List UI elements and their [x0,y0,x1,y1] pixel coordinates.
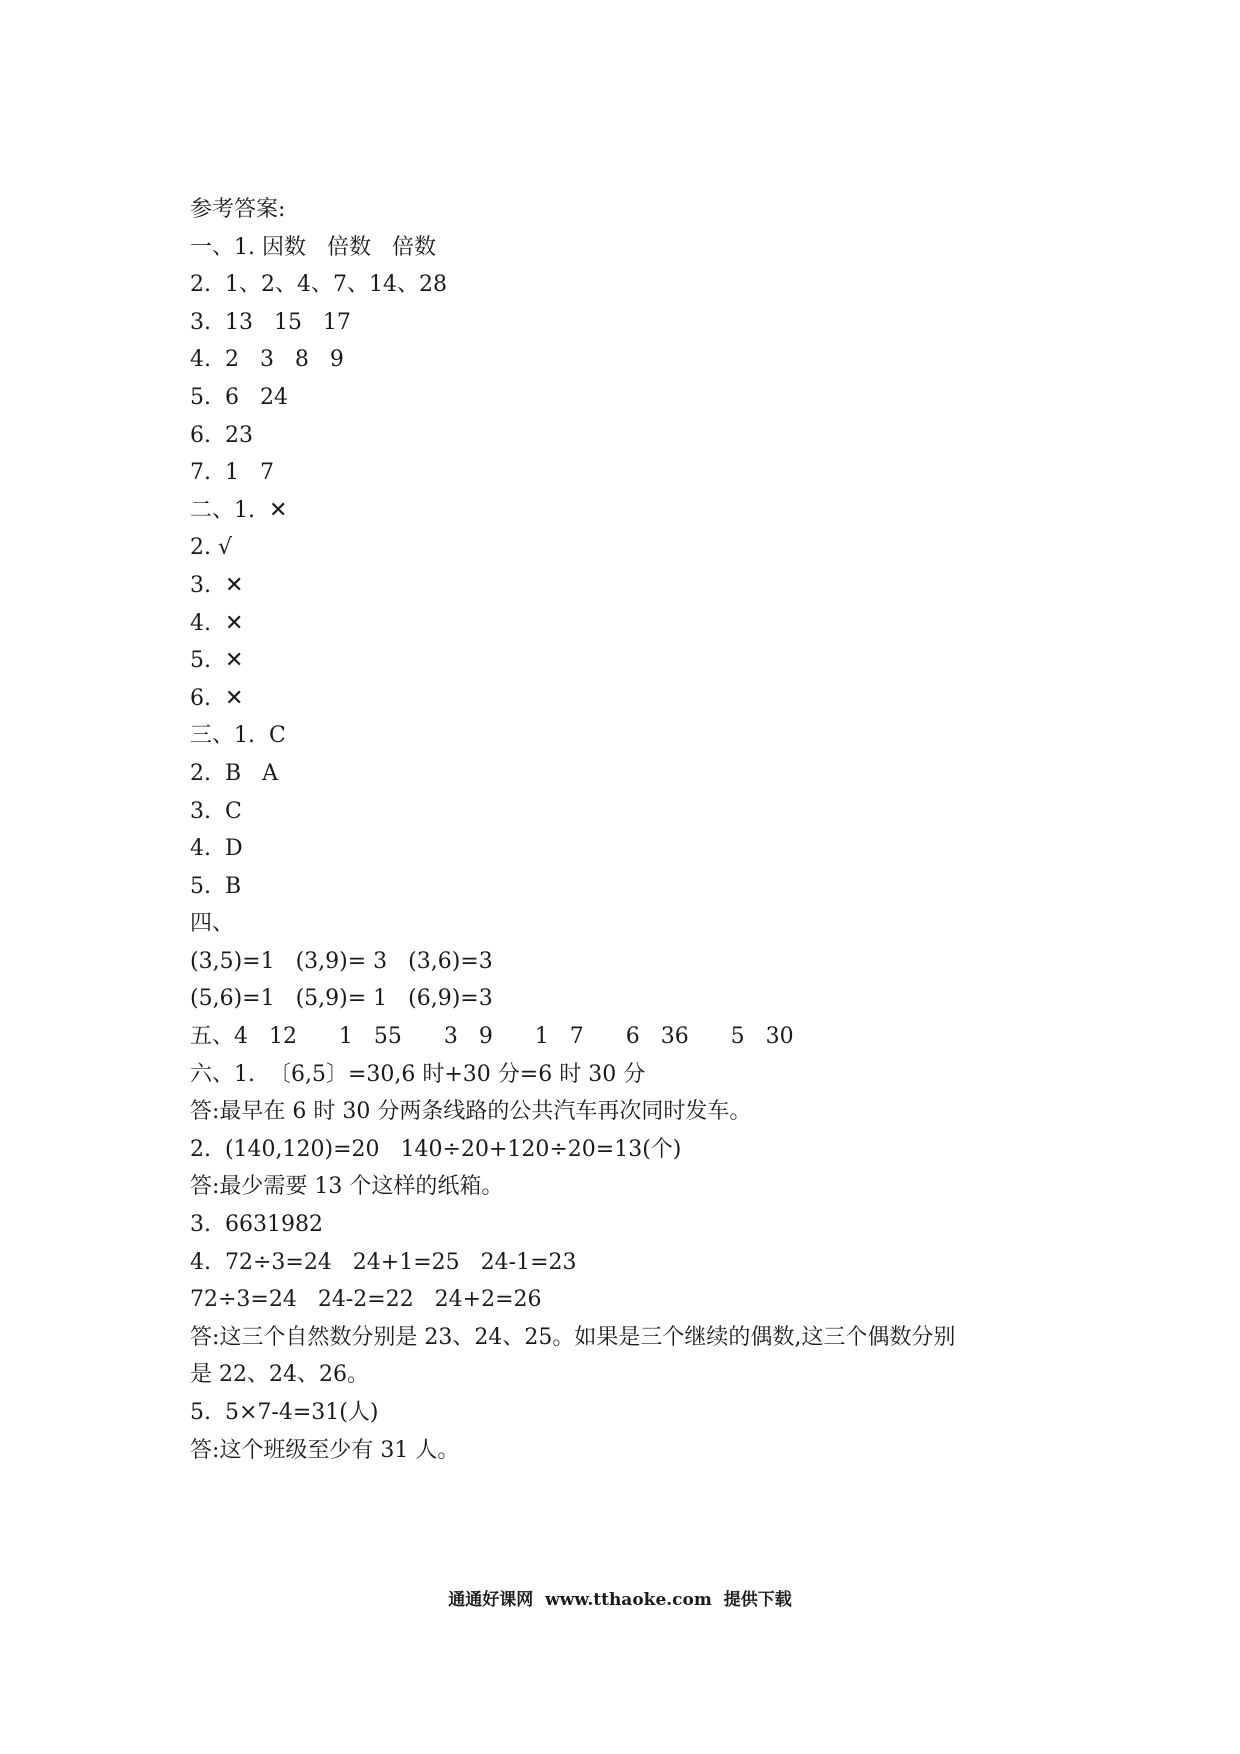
answer-line-6-1-reply: 答:最早在 6 时 30 分两条线路的公共汽车再次同时发车。 [190,1099,752,1125]
answer-line-6-3: 3. 6631982 [190,1212,323,1238]
answer-line-1-7: 7. 1 7 [190,460,274,486]
answer-line-6-1: 六、1. 〔6,5〕=30,6 时+30 分=6 时 30 分 [190,1061,646,1087]
answer-line-1-5: 5. 6 24 [190,384,288,410]
answer-line-2-5: 5. ✕ [190,648,244,674]
answer-line-6-5-reply: 答:这个班级至少有 31 人。 [190,1437,460,1463]
answer-line-2-3: 3. ✕ [190,572,244,598]
footer-source-credit: 通通好课网 www.tthaoke.com 提供下载 [448,1590,792,1610]
answer-line-6-4b: 72÷3=24 24-2=22 24+2=26 [190,1287,542,1313]
section-4-heading: 四、 [190,911,235,937]
answer-line-1-1: 一、1. 因数 倍数 倍数 [190,234,436,260]
answer-line-6-2: 2. (140,120)=20 140÷20+120÷20=13(个) [190,1136,682,1162]
answer-line-6-2-reply: 答:最少需要 13 个这样的纸箱。 [190,1174,504,1200]
answer-line-1-6: 6. 23 [190,422,253,448]
answer-line-6-4a: 4. 72÷3=24 24+1=25 24-1=23 [190,1249,577,1275]
answer-line-2-4: 4. ✕ [190,610,244,636]
answer-line-5: 五、4 12 1 55 3 9 1 7 6 36 5 30 [190,1024,794,1050]
answer-line-1-4: 4. 2 3 8 9 [190,347,344,373]
answer-line-1-3: 3. 13 15 17 [190,309,351,335]
answer-line-3-1: 三、1. C [190,723,286,749]
answer-line-4-1: (3,5)=1 (3,9)= 3 (3,6)=3 [190,948,493,974]
answer-line-1-2: 2. 1、2、4、7、14、28 [190,272,447,298]
answer-line-6-4-reply: 答:这三个自然数分别是 23、24、25。如果是三个继续的偶数,这三个偶数分别 [190,1324,956,1350]
answer-line-6-4-reply-cont: 是 22、24、26。 [190,1362,369,1388]
answer-line-3-2: 2. B A [190,760,279,786]
answer-heading: 参考答案: [190,197,286,222]
answer-key [190,191,1090,1469]
answer-line-3-4: 4. D [190,836,243,862]
answer-line-4-2: (5,6)=1 (5,9)= 1 (6,9)=3 [190,986,493,1012]
answer-line-2-2: 2. √ [190,535,233,561]
answer-line-3-3: 3. C [190,798,242,824]
answer-line-2-1: 二、1. ✕ [190,497,288,523]
answer-line-6-5: 5. 5×7-4=31(人) [190,1400,379,1425]
answer-line-3-5: 5. B [190,873,242,899]
answer-line-2-6: 6. ✕ [190,685,244,711]
